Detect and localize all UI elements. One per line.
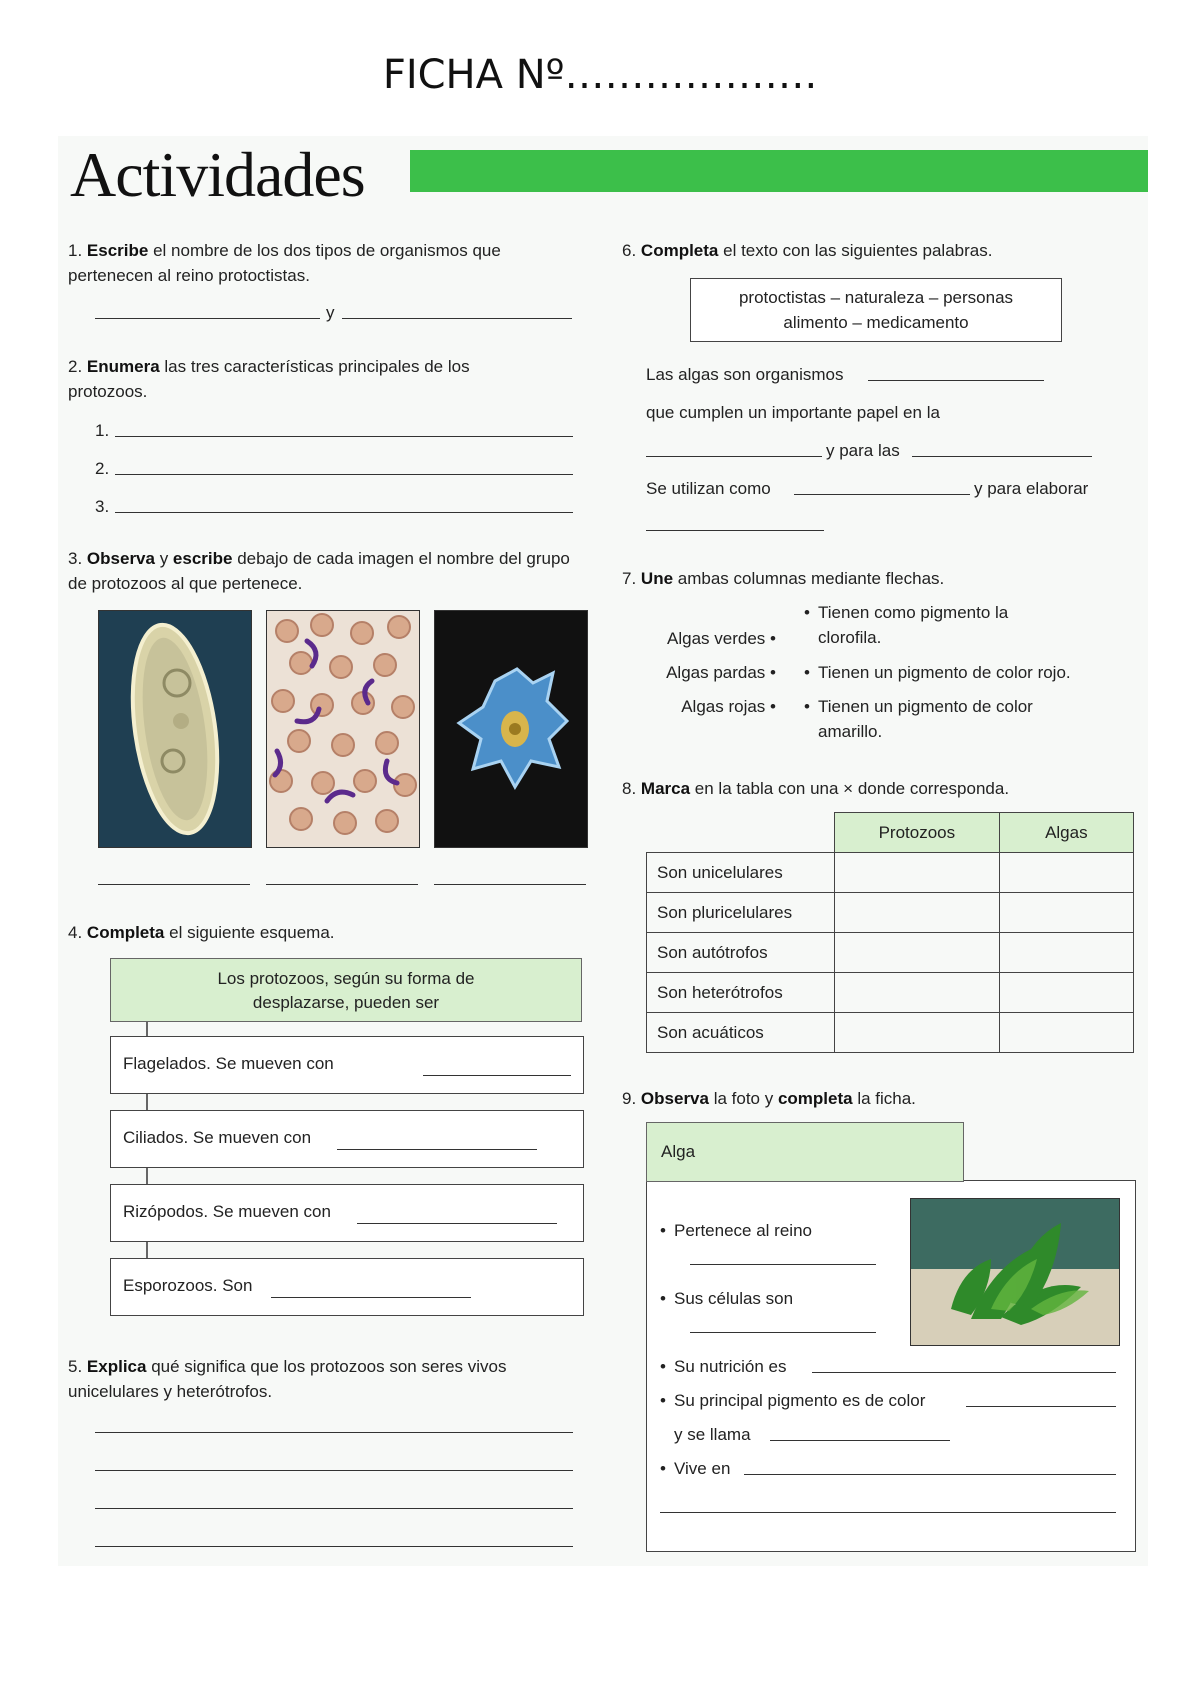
- question-3: [68, 546, 588, 596]
- row-label: Son unicelulares: [647, 853, 835, 893]
- answer-line[interactable]: [690, 1332, 876, 1333]
- row-label: Son heterótrofos: [647, 973, 835, 1013]
- list-number: 3.: [95, 497, 110, 516]
- ficha-number: FICHA Nº……………….: [382, 52, 818, 98]
- bullet-icon: •: [804, 697, 810, 716]
- answer-line[interactable]: [812, 1372, 1116, 1373]
- list-number: 1.: [95, 421, 110, 440]
- question-number: 9.: [622, 1089, 637, 1108]
- conjunction-y: y: [326, 303, 335, 322]
- classification-table: [646, 812, 1134, 1053]
- answer-line[interactable]: [646, 530, 824, 531]
- word-bank-line: protoctistas – naturaleza – personas: [738, 288, 1014, 307]
- question-text: ambas columnas mediante flechas.: [673, 569, 945, 588]
- scheme-item: [110, 1110, 584, 1168]
- answer-line[interactable]: [434, 884, 586, 885]
- answer-line[interactable]: [95, 318, 320, 319]
- question-text: el nombre de los dos tipos de organismos que pertenecen al reino protoctistas.: [68, 241, 501, 285]
- fill-text: que cumplen un importante papel en la: [646, 403, 940, 422]
- question-number: 7.: [622, 569, 637, 588]
- question-7: [622, 566, 944, 591]
- scheme-item-text: Flagelados. Se mueven con: [123, 1054, 334, 1073]
- question-verb: Observa: [640, 1089, 709, 1108]
- alga-field-label: Sus células son: [674, 1289, 794, 1308]
- question-number: 8.: [622, 779, 637, 798]
- trypanosome-photo: [266, 610, 420, 848]
- scheme-item: [110, 1184, 584, 1242]
- answer-line[interactable]: [357, 1223, 557, 1224]
- match-right-label: Tienen como pigmento la clorofila.: [818, 603, 1009, 647]
- table-cell[interactable]: [835, 973, 1000, 1013]
- answer-line[interactable]: [868, 380, 1044, 381]
- alga-field: [660, 1456, 731, 1481]
- question-5: [68, 1354, 588, 1404]
- table-cell[interactable]: [835, 893, 1000, 933]
- scheme-item-text: Rizópodos. Se mueven con: [123, 1202, 331, 1221]
- question-9: [622, 1086, 916, 1111]
- question-verb: completa: [777, 1089, 853, 1108]
- answer-line[interactable]: [95, 1432, 573, 1433]
- match-right-item[interactable]: [804, 694, 1068, 744]
- table-row: [647, 893, 1134, 933]
- answer-line[interactable]: [342, 318, 572, 319]
- question-text: debajo de cada imagen el nombre del grupo de protozoos al que pertenece.: [68, 549, 570, 593]
- alga-field-label: Pertenece al reino: [674, 1221, 812, 1240]
- row-label: Son autótrofos: [647, 933, 835, 973]
- answer-line[interactable]: [98, 884, 250, 885]
- match-left-item[interactable]: Algas rojas •: [681, 697, 776, 716]
- table-row: [647, 1013, 1134, 1053]
- alga-label: Alga: [661, 1142, 696, 1161]
- answer-line[interactable]: [423, 1075, 571, 1076]
- row-label: Son pluricelulares: [647, 893, 835, 933]
- question-number: 6.: [622, 241, 637, 260]
- question-1: [68, 238, 588, 288]
- question-verb: Explica: [86, 1357, 147, 1376]
- question-verb: escribe: [172, 549, 233, 568]
- table-cell[interactable]: [999, 973, 1133, 1013]
- alga-field: [660, 1388, 926, 1413]
- table-cell[interactable]: [999, 933, 1133, 973]
- alga-field: [660, 1286, 794, 1311]
- match-left-label: Algas rojas: [681, 697, 766, 716]
- answer-line[interactable]: [266, 884, 418, 885]
- answer-line[interactable]: [95, 1546, 573, 1547]
- match-right-label: Tienen un pigmento de color amarillo.: [818, 697, 1033, 741]
- question-verb: Completa: [86, 923, 165, 942]
- alga-field-label: Su principal pigmento es de color: [674, 1391, 926, 1410]
- table-cell[interactable]: [999, 1013, 1133, 1053]
- alga-label-box: [646, 1122, 964, 1182]
- answer-line[interactable]: [95, 1470, 573, 1471]
- question-text: qué significa que los protozoos son seres vivos unicelulares y heterótrofos.: [68, 1357, 507, 1401]
- scheme-item: [110, 1036, 584, 1094]
- bullet-icon: •: [660, 1221, 666, 1240]
- question-text: la ficha.: [852, 1089, 916, 1108]
- bullet-icon: •: [660, 1289, 666, 1308]
- question-number: 2.: [68, 357, 83, 376]
- table-corner: [647, 813, 835, 853]
- table-header: Protozoos: [835, 813, 1000, 853]
- question-text: en la tabla con una × donde corresponda.: [690, 779, 1010, 798]
- answer-line[interactable]: [744, 1474, 1116, 1475]
- question-8: [622, 776, 1009, 801]
- answer-line[interactable]: [95, 1508, 573, 1509]
- match-left-item[interactable]: Algas pardas •: [666, 663, 776, 682]
- alga-photo: [910, 1198, 1120, 1346]
- answer-line[interactable]: [115, 436, 573, 437]
- match-right-item[interactable]: [804, 600, 1048, 650]
- alga-field-label: Vive en: [674, 1459, 731, 1478]
- question-text: el texto con las siguientes palabras.: [718, 241, 993, 260]
- scheme-item-text: Esporozoos. Son: [123, 1276, 253, 1295]
- answer-line[interactable]: [770, 1440, 950, 1441]
- bullet-icon: •: [660, 1391, 666, 1410]
- question-verb: Observa: [86, 549, 155, 568]
- table-header: Algas: [999, 813, 1133, 853]
- question-verb: Escribe: [86, 241, 149, 260]
- table-cell[interactable]: [999, 853, 1133, 893]
- match-left-label: Algas verdes: [667, 629, 766, 648]
- table-row: [647, 853, 1134, 893]
- question-text: las tres características principales de los protozoos.: [68, 357, 470, 401]
- row-label: Son acuáticos: [647, 1013, 835, 1053]
- bullet-icon: •: [660, 1459, 666, 1478]
- answer-line[interactable]: [660, 1512, 1116, 1513]
- question-number: 1.: [68, 241, 83, 260]
- scheme-item: [110, 1258, 584, 1316]
- scheme-root-text: Los protozoos, según su forma de desplazarse, pueden ser: [217, 969, 475, 1012]
- table-row: [647, 973, 1134, 1013]
- alga-field-extra: y se llama: [674, 1425, 751, 1444]
- question-verb: Completa: [640, 241, 719, 260]
- bullet-icon: •: [804, 603, 810, 622]
- table-row: [647, 933, 1134, 973]
- fill-text: y para las: [826, 441, 900, 460]
- title-accent-bar: [410, 150, 1148, 192]
- scheme-root-box: [110, 958, 582, 1022]
- question-number: 3.: [68, 549, 83, 568]
- match-left-label: Algas pardas: [666, 663, 766, 682]
- answer-line[interactable]: [794, 494, 970, 495]
- fill-text: y para elaborar: [974, 479, 1089, 498]
- table-cell[interactable]: [835, 853, 1000, 893]
- question-number: 4.: [68, 923, 83, 942]
- table-cell[interactable]: [999, 893, 1133, 933]
- fill-text: Las algas son organismos: [646, 365, 844, 384]
- alga-field-label: Su nutrición es: [674, 1357, 787, 1376]
- answer-line[interactable]: [690, 1264, 876, 1265]
- paramecium-photo: [98, 610, 252, 848]
- bullet-icon: •: [804, 663, 810, 682]
- alga-field: [660, 1354, 787, 1379]
- scheme-item-text: Ciliados. Se mueven con: [123, 1128, 312, 1147]
- answer-line[interactable]: [115, 512, 573, 513]
- word-bank-box: [690, 278, 1062, 342]
- question-verb: Enumera: [86, 357, 160, 376]
- question-4: [68, 920, 335, 945]
- fill-text: Se utilizan como: [646, 479, 771, 498]
- answer-line[interactable]: [115, 474, 573, 475]
- question-text: la foto y: [708, 1089, 778, 1108]
- answer-line[interactable]: [912, 456, 1092, 457]
- answer-line[interactable]: [271, 1297, 471, 1298]
- table-cell[interactable]: [835, 1013, 1000, 1053]
- word-bank-line: alimento – medicamento: [783, 313, 969, 332]
- question-text: el siguiente esquema.: [164, 923, 335, 942]
- match-right-item[interactable]: [804, 660, 1118, 685]
- question-6: [622, 238, 992, 263]
- answer-line[interactable]: [646, 456, 822, 457]
- question-verb: Une: [640, 569, 674, 588]
- page-title: Actividades: [70, 139, 365, 210]
- question-2: [68, 354, 498, 404]
- match-right-label: Tienen un pigmento de color rojo.: [818, 663, 1071, 682]
- answer-line[interactable]: [966, 1406, 1116, 1407]
- alga-field: [660, 1218, 812, 1243]
- list-number: 2.: [95, 459, 110, 478]
- amoeba-photo: [434, 610, 588, 848]
- answer-line[interactable]: [337, 1149, 537, 1150]
- match-left-item[interactable]: Algas verdes •: [667, 629, 776, 648]
- question-number: 5.: [68, 1357, 83, 1376]
- question-verb: Marca: [640, 779, 691, 798]
- table-cell[interactable]: [835, 933, 1000, 973]
- bullet-icon: •: [660, 1357, 666, 1376]
- question-text: y: [154, 549, 173, 568]
